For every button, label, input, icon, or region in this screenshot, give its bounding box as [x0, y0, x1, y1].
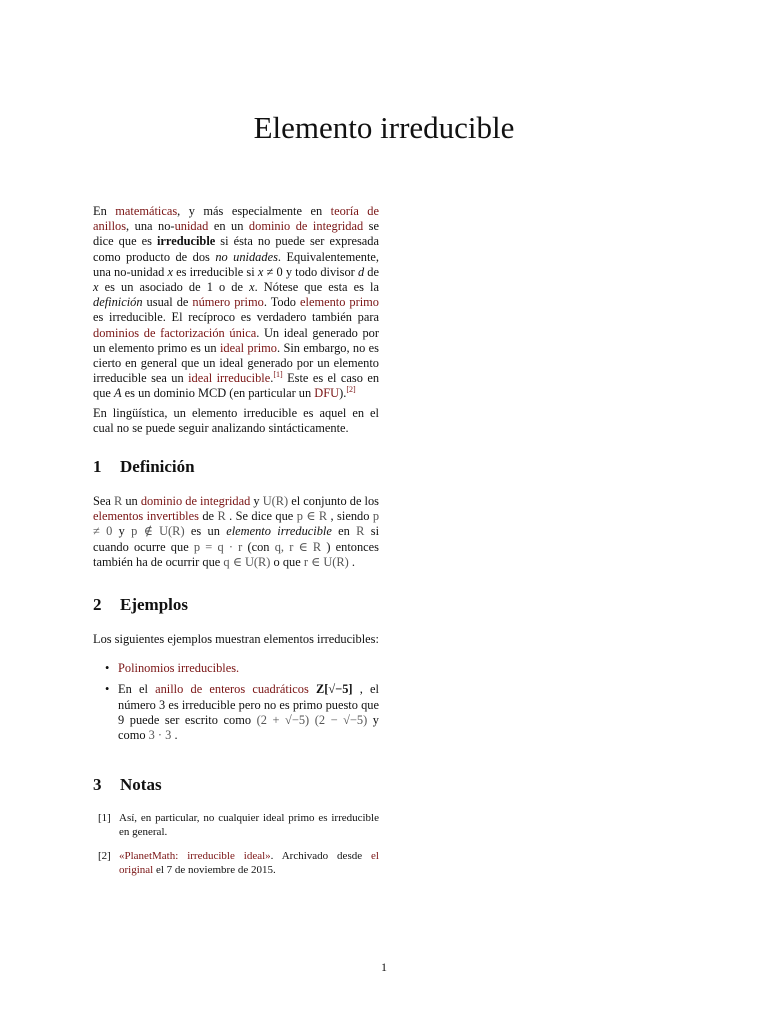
text-run: , y más especialmente en — [177, 204, 331, 218]
text-run: es irreducible. El recíproco es verdadero también para — [93, 310, 379, 325]
section-number: 1 — [93, 457, 102, 476]
text-run: . — [171, 728, 178, 743]
math-expression: p ≠ 0 — [93, 509, 380, 539]
section-heading-ejemplos — [93, 595, 188, 615]
text-run: de — [198, 509, 218, 524]
text-run: ≠ 0 y todo divisor — [263, 264, 358, 279]
text-run: es un dominio MCD (en particular un — [121, 386, 315, 401]
math-expression: U(R) — [262, 494, 289, 508]
italic-text: d — [357, 264, 365, 279]
notas-list — [93, 811, 379, 877]
text-run: y — [112, 524, 132, 539]
page-title: Elemento irreducible — [253, 110, 515, 145]
text-link[interactable]: ideal primo — [219, 340, 277, 355]
text-run — [309, 682, 316, 696]
footnote-text — [119, 850, 379, 876]
math-expression: (2 + √−5) (2 − √−5) — [256, 712, 368, 727]
intro-paragraph — [93, 204, 379, 402]
text-run: y como — [118, 712, 380, 743]
text-run: se dice que es — [93, 219, 379, 249]
definicion-paragraph — [93, 494, 379, 570]
text-run: el conjunto de los — [288, 494, 380, 508]
text-run: un — [122, 494, 141, 508]
text-run: si cuando ocurre que — [93, 524, 380, 554]
text-run: o que — [270, 554, 304, 569]
math-expression: R — [114, 494, 123, 508]
math-expression: R — [217, 509, 226, 524]
text-run: . Un ideal generado por un elemento primo es un — [93, 325, 379, 355]
text-run: . — [348, 554, 355, 569]
math-expression: p ∉ U(R) — [131, 524, 185, 539]
italic-text: elemento irreducible — [226, 524, 332, 539]
footnote-1 — [93, 811, 379, 839]
italic-text: x — [167, 264, 173, 279]
section-title: Definición — [120, 457, 195, 476]
italic-text: A — [114, 386, 122, 401]
text-run: es un asociado de 1 o de — [98, 280, 250, 295]
text-link[interactable]: anillo de enteros cuadráticos — [155, 682, 309, 697]
text-run: . Nótese que esta es la — [254, 280, 380, 295]
list-item — [118, 661, 379, 676]
citation-link[interactable]: [1] — [273, 370, 283, 380]
footnote-label: [1] — [98, 812, 111, 824]
text-run: es un — [184, 524, 227, 539]
page-number: 1 — [381, 960, 387, 974]
text-run: es irreducible si — [172, 264, 258, 279]
text-run: usual de — [142, 295, 193, 310]
text-run: en — [331, 524, 357, 539]
text-run: En el — [118, 682, 156, 697]
footnote-2 — [93, 849, 379, 877]
definicion-section — [93, 494, 379, 570]
math-expression: p = q · r — [193, 539, 243, 554]
math-expression: 3 · 3 — [148, 728, 172, 743]
italic-text: x — [249, 280, 255, 295]
text-run: ) entonces también ha de ocurrir que — [93, 539, 379, 569]
footnote-label: [2] — [98, 850, 111, 862]
text-run: . — [270, 371, 274, 386]
text-run: , una no- — [126, 219, 175, 234]
italic-text: x — [257, 264, 264, 279]
text-run: , el número 3 es irreducible pero no es primo puesto que 9 puede ser escrito como — [118, 682, 379, 727]
math-expression: r ∈ U(R) — [303, 554, 349, 569]
text-link[interactable]: el original — [119, 850, 379, 876]
section-number: 3 — [93, 775, 102, 794]
ejemplos-section — [93, 632, 379, 749]
bold-text: irreducible — [156, 234, 216, 249]
bold-text: Z[√−5] — [315, 682, 353, 697]
intro-section — [93, 204, 379, 436]
section-number: 2 — [93, 595, 102, 614]
ejemplos-intro: Los siguientes ejemplos muestran elementos irreducibles: — [93, 632, 379, 646]
italic-text: x — [93, 280, 99, 295]
text-link[interactable]: matemáticas — [115, 204, 178, 218]
math-expression: R — [356, 524, 365, 539]
text-link[interactable]: elementos invertibles — [93, 509, 199, 524]
citation-link[interactable]: [2] — [346, 385, 356, 395]
section-title: Notas — [120, 775, 162, 794]
section-heading-definicion — [93, 457, 195, 477]
text-run: . Todo — [263, 295, 300, 310]
text-run: . Sin embargo, no es cierto en general que un ideal generado por un elemento irreducible sea un — [93, 340, 379, 386]
italic-text: definición — [93, 295, 143, 310]
linguistics-paragraph: En lingüística, un elemento irreducible es aquel en el cual no se puede seguir analizando sintácticamente. — [93, 405, 379, 435]
text-link[interactable]: unidad — [174, 219, 209, 234]
math-expression: q, r ∈ R — [274, 539, 322, 554]
text-run: , siendo — [327, 509, 373, 524]
text-run: En — [93, 204, 116, 218]
text-link[interactable]: ideal irreducible — [188, 371, 271, 386]
text-run: el 7 de noviembre de 2015. — [153, 864, 276, 876]
text-run: en un — [208, 219, 249, 234]
text-link[interactable]: Polinomios irreducibles. — [118, 661, 240, 676]
text-link[interactable]: dominio de integridad — [140, 494, 251, 508]
text-run: (con — [242, 539, 275, 554]
list-item — [118, 682, 379, 743]
text-run: . Archivado desde — [270, 850, 372, 862]
text-run: ). — [339, 386, 347, 401]
text-link[interactable]: elemento primo — [300, 295, 380, 310]
text-run: Este es el caso en que — [93, 371, 380, 401]
ejemplos-list — [93, 661, 379, 743]
text-link[interactable]: dominio de integridad — [248, 219, 364, 234]
section-title: Ejemplos — [120, 595, 188, 614]
text-link[interactable]: dominios de factorización única — [93, 325, 257, 340]
text-run: si ésta no puede ser expresada como producto de dos — [93, 234, 379, 264]
section-heading-notas — [93, 775, 162, 795]
math-expression: q ∈ U(R) — [223, 554, 271, 569]
text-run: . Equivalentemente, una no-unidad — [93, 249, 380, 279]
italic-text: no unidades — [215, 249, 278, 264]
text-link[interactable]: DFU — [314, 386, 340, 401]
text-run: y — [250, 494, 263, 508]
text-run: de — [364, 264, 379, 279]
math-expression: p ∈ R — [296, 509, 328, 524]
text-run: Sea — [93, 494, 114, 508]
text-link[interactable]: «PlanetMath: irreducible ideal» — [119, 850, 271, 862]
text-run: Así, en particular, no cualquier ideal primo es irreducible en general. — [119, 812, 379, 838]
footnote-text — [119, 812, 379, 838]
text-link[interactable]: teoría de anillos — [93, 204, 379, 234]
text-run: . Se dice que — [225, 509, 297, 524]
text-link[interactable]: número primo — [192, 295, 264, 310]
